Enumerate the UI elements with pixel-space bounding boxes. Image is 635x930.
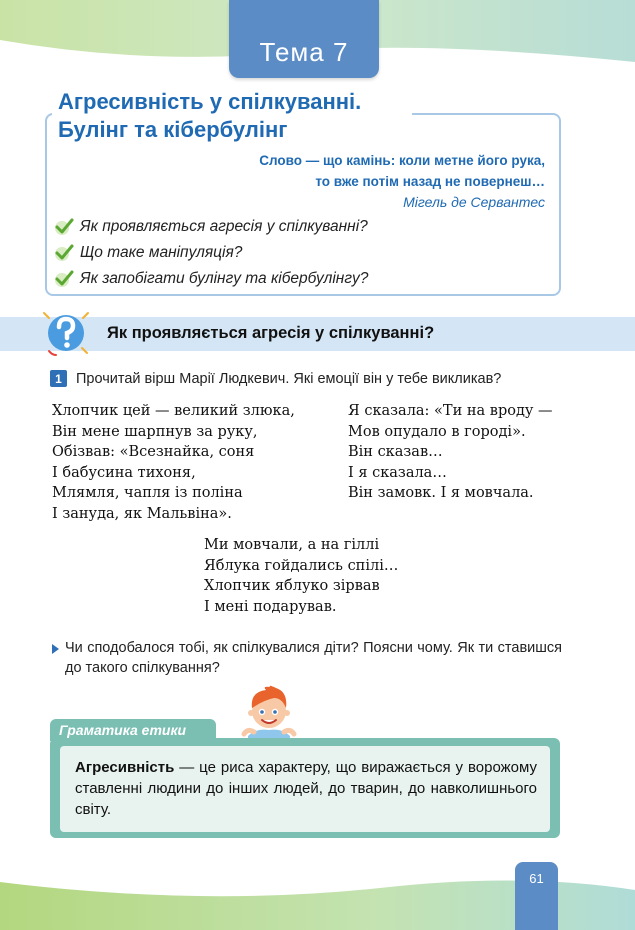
poem-line: Обізвав: «Всезнайка, соня: [52, 444, 255, 461]
question-item: [54, 240, 368, 266]
question-item: [54, 266, 368, 292]
lesson-title: [58, 88, 367, 144]
poem-line: І я сказала…: [348, 464, 447, 481]
checkmark-icon: [54, 218, 74, 236]
grammar-definition: [75, 757, 537, 820]
poem-line: І зануда, як Мальвіна».: [52, 505, 232, 522]
poem-stanza-right: [348, 401, 553, 504]
question-item: [54, 214, 368, 240]
checkmark-icon: [54, 244, 74, 262]
poem-line: І мені подарував.: [204, 598, 337, 615]
poem-line: Він замовк. І я мовчала.: [348, 485, 534, 502]
epigraph-author: Мігель де Сервантес: [403, 194, 545, 210]
poem-line: Мов опудало в городі».: [348, 423, 526, 440]
poem-line: Яблука гойдались спілі…: [204, 557, 399, 574]
lesson-questions-list: [54, 214, 368, 292]
poem-line: Ми мовчали, а на гіллі: [204, 537, 380, 553]
task-text: Прочитай вірш Марії Людкевич. Які емоції він у тебе викликав?: [76, 370, 502, 387]
question-text: Як проявляється агресія у спілкуванні?: [80, 218, 368, 235]
grammar-definition-text: — це риса характеру, що виражається у ворожому ставленні людини до інших людей, до тварин, до навколишнього світу.: [75, 759, 537, 818]
poem-line: Хлопчик цей — великий злюка,: [52, 403, 295, 419]
grammar-term: Агресивність: [75, 759, 175, 776]
lesson-title-line1: Агресивність у спілкуванні.: [58, 88, 367, 116]
question-text: Як запобігати булінгу та кібербулінгу?: [80, 270, 369, 287]
topic-tab: [229, 0, 379, 78]
prompt-text: Чи сподобалося тобі, як спілкувалися діти? Поясни чому. Як ти ставишся до такого спілкування?: [65, 640, 562, 676]
topic-label: Тема 7: [259, 37, 349, 67]
epigraph-line2: то вже потім назад не повернеш…: [315, 174, 545, 189]
poem-line: Я сказала: «Ти на вроду —: [348, 403, 553, 419]
poem-line: Млямля, чапля із поліна: [52, 485, 243, 502]
triangle-bullet-icon: [52, 644, 59, 654]
checkmark-icon: [54, 270, 74, 288]
epigraph: [259, 150, 545, 213]
poem-line: І бабусина тихоня,: [52, 464, 196, 481]
boy-illustration: [238, 684, 300, 746]
discussion-prompt: [52, 638, 562, 678]
poem-stanza-left: [52, 401, 295, 525]
page-number: 61: [529, 871, 544, 886]
task-number-badge: 1: [50, 370, 67, 387]
lesson-title-line2: Булінг та кібербулінг: [58, 117, 288, 142]
poem-line: Хлопчик яблуко зірвав: [204, 578, 380, 595]
grammar-box-label: Граматика етики: [50, 719, 216, 741]
question-mark-icon: [38, 305, 94, 361]
question-text: Що таке маніпуляція?: [80, 244, 243, 261]
poem-line: Він сказав…: [348, 444, 443, 461]
page-number-tab: [515, 862, 558, 930]
poem-line: Він мене шарпнув за руку,: [52, 423, 258, 440]
task-1: [50, 370, 501, 387]
poem-stanza-center: [204, 535, 398, 617]
section-title: Як проявляється агресія у спілкуванні?: [107, 324, 435, 342]
epigraph-line1: Слово — що камінь: коли метне його рука,: [259, 153, 545, 168]
